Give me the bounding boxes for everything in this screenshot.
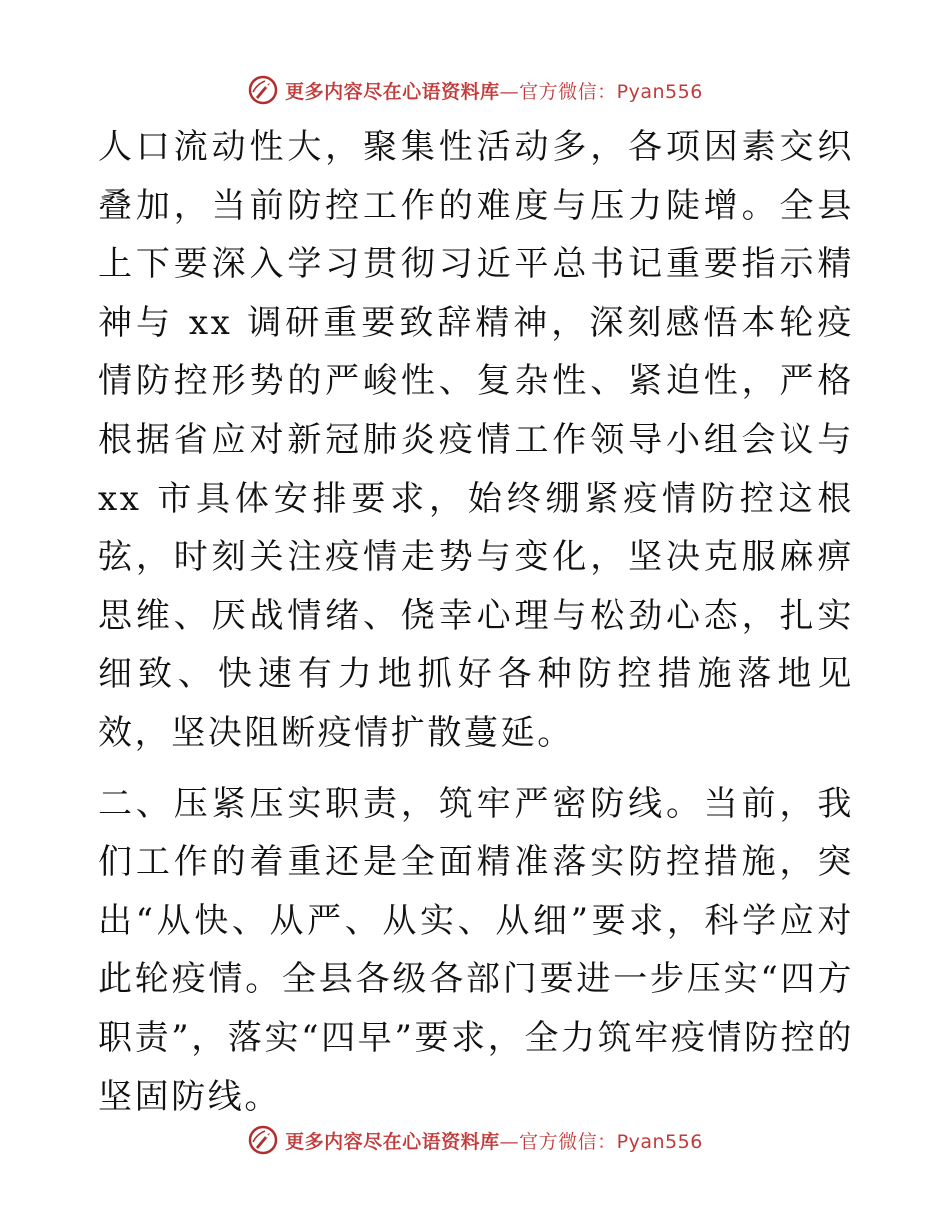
paragraph-2: 二、压紧压实职责，筑牢严密防线。当前，我们工作的着重还是全面精准落实防控措施，突出“从快、从严、从实、从细”要求，科学应对此轮疫情。全县各级各部门要进一步压实“四方职责”，落实“四早”要求，全力筑牢疫情防控的坚固防线。 — [98, 783, 854, 1117]
header-banner-text: 更多内容尽在心语资料库 — [285, 80, 500, 103]
header-banner-wechat: 官方微信：Pyan556 — [519, 80, 703, 103]
footer-banner-wechat: 官方微信：Pyan556 — [519, 1130, 703, 1153]
pen-nib-logo-icon — [247, 1124, 279, 1156]
document-body — [98, 118, 854, 1126]
header-banner — [0, 70, 950, 110]
paragraph-1: 人口流动性大，聚集性活动多，各项因素交织叠加，当前防控工作的难度与压力陡增。全县上下要深入学习贯彻习近平总书记重要指示精神与 xx 调研重要致辞精神，深刻感悟本轮疫情防控形势的严峻性、复杂性、紧迫性，严格根据省应对新冠肺炎疫情工作领导小组会议与 xx 市具体安排要求，始终绷紧疫情防控这根弦，时刻关注疫情走势与变化，坚决克服麻痹思维、厌战情绪、侥幸心理与松劲心态，扎实细致、快速有力地抓好各种防控措施落地见效，坚决阻断疫情扩散蔓延。 — [98, 127, 854, 753]
header-banner-separator: — — [499, 80, 520, 103]
pen-nib-logo-icon — [247, 74, 279, 106]
footer-banner-separator: — — [499, 1130, 520, 1153]
footer-banner-text: 更多内容尽在心语资料库 — [285, 1130, 500, 1153]
footer-banner — [0, 1120, 950, 1160]
